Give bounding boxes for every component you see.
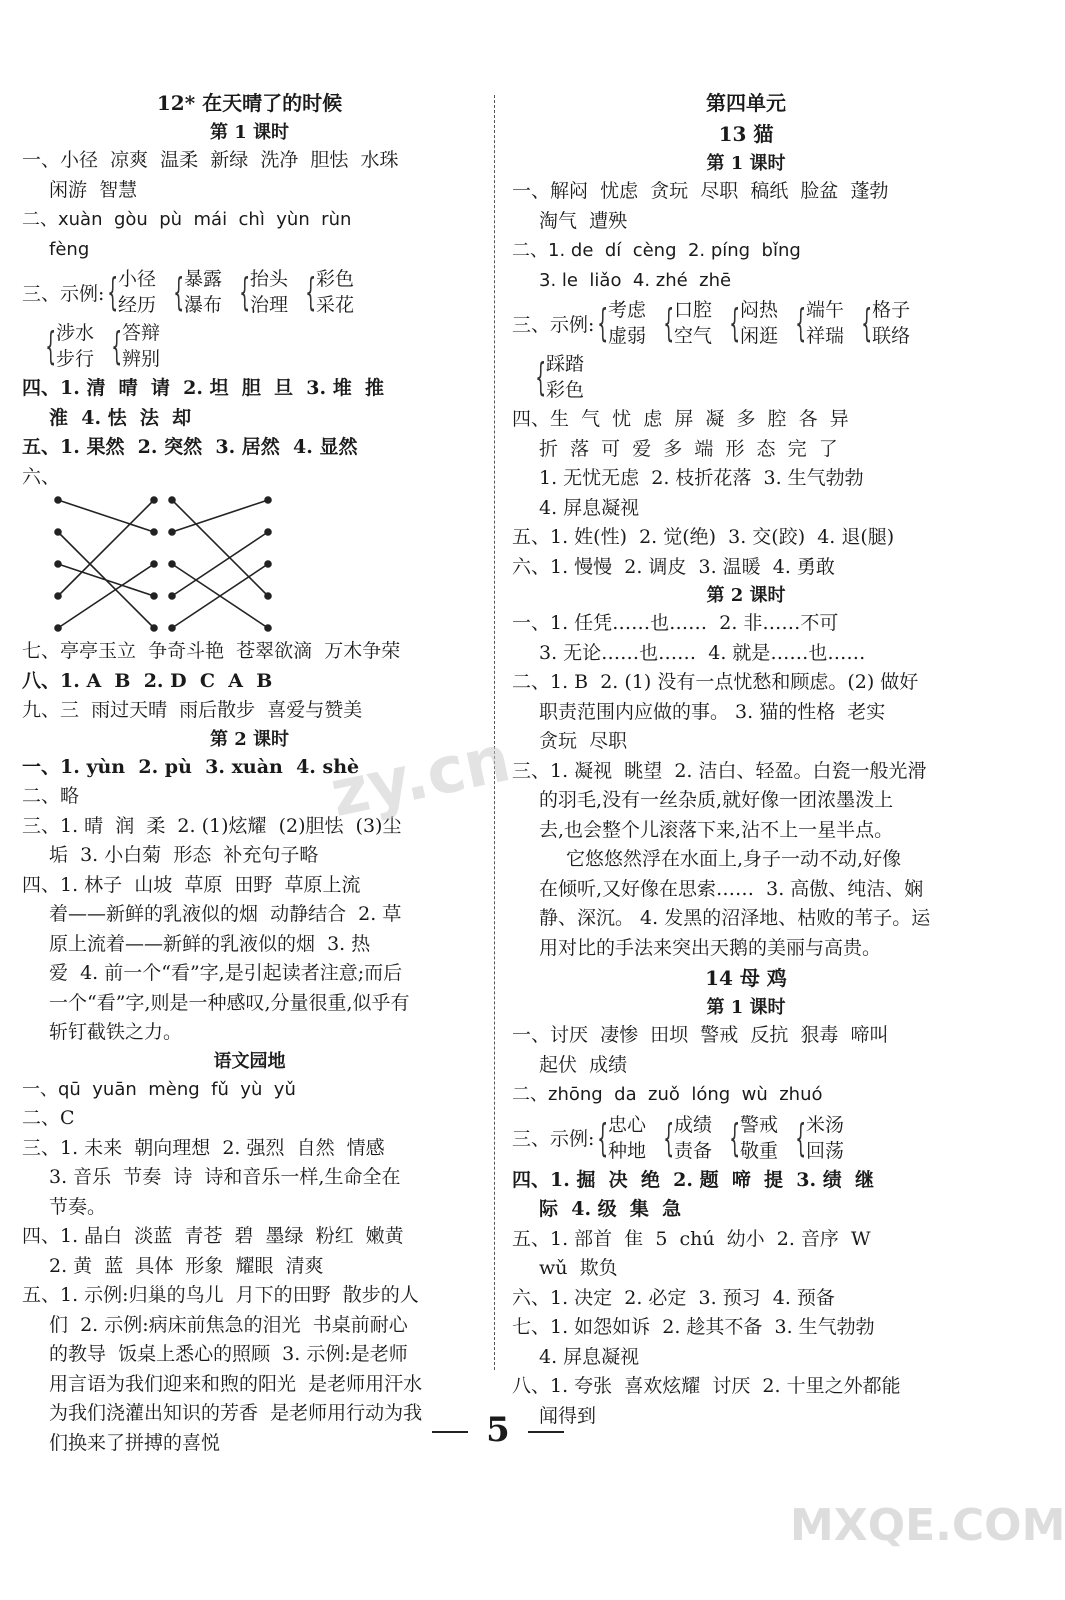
- answer-line: 斩钉截铁之力。: [49, 1021, 183, 1043]
- pair-word: 彩色: [546, 379, 585, 401]
- pair-word: 警戒: [740, 1113, 779, 1136]
- answer-line: 淘气 遭殃: [539, 209, 628, 232]
- word-pair: { 端午 祥瑞: [795, 299, 845, 347]
- lesson-14-title: 14 母 鸡: [705, 966, 787, 990]
- pair-word: 步行: [56, 348, 95, 370]
- pair-word: 闲逛: [740, 325, 779, 347]
- unit-title: 第四单元: [706, 91, 786, 115]
- answer-line: 原上流着——新鲜的乳液似的烟 3. 热: [49, 932, 371, 955]
- page-number: [0, 1410, 996, 1450]
- answer-line: 四、1. 掘 决 绝 2. 题 啼 提 3. 绩 继: [512, 1168, 874, 1191]
- pair-word: 空气: [674, 325, 713, 347]
- word-pair: { 警戒 敬重: [729, 1113, 779, 1162]
- pair-word: 小径: [118, 268, 157, 290]
- answer-line: 闻得到: [539, 1404, 597, 1427]
- answer-line: 一、1. 任凭……也…… 2. 非……不可: [512, 612, 839, 634]
- answer-line: 1. 无忧无虑 2. 枝折花落 3. 生气勃勃: [539, 467, 864, 489]
- lesson-14-period-1: 第 1 课时: [706, 997, 786, 1018]
- answer-line: 4. 屏息凝视: [539, 496, 640, 519]
- pair-word: 米汤: [806, 1113, 845, 1136]
- answer-line: 起伏 成绩: [539, 1053, 628, 1076]
- answer-line: 3. 无论……也…… 4. 就是……也……: [539, 641, 866, 664]
- answer-line: 二、C: [22, 1107, 75, 1129]
- answer-line: 3. le liǎo 4. zhé zhē: [539, 269, 732, 291]
- word-pair: { 彩色 采花: [305, 268, 355, 316]
- answer-line: 4. 屏息凝视: [539, 1345, 640, 1368]
- answer-line: 二、zhōng da zuǒ lóng wù zhuó: [512, 1084, 823, 1105]
- pair-word: 考虑: [608, 299, 647, 321]
- answer-line: 一个“看”字,则是一种感叹,分量很重,似乎有: [49, 991, 410, 1014]
- word-pair: { 闷热 闲逛: [729, 299, 779, 347]
- word-pair: { 小径 经历: [107, 268, 157, 316]
- pair-word: 回荡: [806, 1139, 845, 1162]
- pair-word: 成绩: [674, 1113, 713, 1136]
- answer-line: 一、1. yùn 2. pù 3. xuàn 4. shè: [22, 755, 360, 778]
- brace-group-row: [22, 320, 477, 372]
- answer-line: 3. 音乐 节奏 诗 诗和音乐一样,生命全在: [49, 1166, 401, 1188]
- brace-group-row: [512, 297, 980, 349]
- lesson-13-period-2: 第 2 课时: [706, 585, 786, 606]
- answer-line: 2. 黄 蓝 具体 形象 耀眼 清爽: [49, 1254, 324, 1277]
- answer-line: 折 落 可 爱 多 端 形 态 完 了: [539, 437, 838, 460]
- answer-line: 一、小径 凉爽 温柔 新绿 洗净 胆怯 水珠: [22, 149, 399, 171]
- answer-line: 淮 4. 怯 法 却: [49, 406, 192, 429]
- pair-word: 踩踏: [546, 353, 585, 375]
- brace-group-row: [512, 1112, 980, 1164]
- answer-line: 六、1. 决定 2. 必定 3. 预习 4. 预备: [512, 1286, 835, 1309]
- answer-line: 在倾听,又好像在思索…… 3. 高傲、纯洁、娴: [539, 877, 924, 900]
- brace-group-row: [22, 266, 477, 318]
- answer-line: 三、1. 凝视 眺望 2. 洁白、轻盈。白瓷一般光滑: [512, 759, 927, 782]
- answer-line: 五、1. 姓(性) 2. 觉(绝) 3. 交(跤) 4. 退(腿): [512, 526, 895, 548]
- answer-line: 四、1. 清 晴 请 2. 坦 胆 旦 3. 堆 推: [22, 377, 384, 399]
- answer-line: 二、xuàn gòu pù mái chì yùn rùn: [22, 209, 352, 230]
- answer-line: 四、1. 晶白 淡蓝 青苍 碧 墨绿 粉红 嫩黄: [22, 1225, 404, 1247]
- answer-line: 五、1. 部首 隹 5 chú 幼小 2. 音序 W: [512, 1227, 871, 1250]
- word-pair: { 米汤 回荡: [795, 1113, 845, 1162]
- answer-line: 一、qū yuān mèng fǔ yù yǔ: [22, 1078, 296, 1100]
- matching-lines: [22, 492, 462, 637]
- right-column: [512, 88, 980, 1431]
- answer-line: 为我们浇灌出知识的芳香 是老师用行动为我: [49, 1402, 423, 1424]
- pair-word: 敬重: [740, 1139, 779, 1162]
- answer-line: 际 4. 级 集 急: [539, 1198, 682, 1220]
- word-pair: { 格子 联络: [861, 299, 911, 347]
- pair-word: 经历: [118, 294, 157, 316]
- word-pair: { 暴露 瀑布: [173, 268, 223, 316]
- lesson-13-period-1: 第 1 课时: [706, 153, 786, 174]
- answer-line: 垢 3. 小白菊 形态 补充句子略: [49, 844, 319, 866]
- lesson-12-period-2: 第 2 课时: [209, 728, 290, 750]
- page-number-value: 5: [486, 1410, 510, 1450]
- answer-line: 八、1. 夸张 喜欢炫耀 讨厌 2. 十里之外都能: [512, 1375, 901, 1397]
- watermark-logo: zy.cn: [324, 722, 517, 832]
- pair-word: 彩色: [316, 268, 355, 290]
- pair-word: 忠心: [608, 1113, 647, 1136]
- pair-word: 口腔: [674, 299, 713, 321]
- pair-word: 联络: [872, 325, 911, 347]
- word-pair: { 答辩 辨别: [111, 322, 161, 370]
- page-number-dash-left: [432, 1431, 468, 1433]
- answer-line: 二、1. B 2. (1) 没有一点忧愁和顾虑。(2) 做好: [512, 671, 919, 693]
- pair-word: 闷热: [740, 299, 779, 321]
- pair-word: 抬头: [250, 268, 289, 290]
- lesson-13-title: 13 猫: [718, 122, 774, 146]
- answer-line: 五、1. 果然 2. 突然 3. 居然 4. 显然: [22, 436, 358, 458]
- chinese-garden-title: 语文园地: [213, 1050, 286, 1072]
- answer-line: 八、1. A B 2. D C A B: [22, 669, 273, 692]
- answer-line: 的教导 饭桌上悉心的照顾 3. 示例:是老师: [49, 1343, 408, 1365]
- word-pair: { 考虑 虚弱: [597, 299, 647, 347]
- answer-line: 七、1. 如怨如诉 2. 趁其不备 3. 生气勃勃: [512, 1316, 875, 1338]
- word-pair: { 成绩 责备: [663, 1113, 713, 1162]
- word-pair: { 踩踏 彩色: [535, 353, 585, 401]
- word-pair: { 忠心 种地: [597, 1113, 647, 1162]
- answer-line: 着——新鲜的乳液似的烟 动静结合 2. 草: [49, 903, 402, 925]
- pair-word: 祥瑞: [806, 325, 845, 347]
- answer-line: 三、1. 未来 朝向理想 2. 强烈 自然 情感: [22, 1136, 385, 1159]
- answer-line: 九、三 雨过天晴 雨后散步 喜爱与赞美: [22, 699, 363, 721]
- answer-line: 爱 4. 前一个“看”字,是引起读者注意;而后: [49, 962, 403, 984]
- pair-word: 端午: [806, 299, 845, 321]
- pair-word: 治理: [250, 294, 289, 316]
- lesson-12-period-1: 第 1 课时: [209, 122, 290, 143]
- pair-word: 辨别: [122, 348, 161, 370]
- answer-line: 节奏。: [49, 1195, 107, 1218]
- answer-line: 五、1. 示例:归巢的鸟儿 月下的田野 散步的人: [22, 1284, 419, 1306]
- answer-lead: 三、示例:: [512, 313, 595, 336]
- watermark-logo: MXQE.COM: [790, 1500, 1065, 1551]
- answer-line: 们 2. 示例:病床前焦急的泪光 书桌前耐心: [49, 1313, 408, 1336]
- answer-line: 职责范围内应做的事。 3. 猫的性格 老实: [539, 700, 886, 723]
- answer-line: 用言语为我们迎来和煦的阳光 是老师用汗水: [49, 1372, 423, 1395]
- answer-line: 四、生 气 忧 虑 屏 凝 多 腔 各 异: [512, 408, 849, 430]
- pair-word: 瀑布: [184, 294, 223, 316]
- pair-word: 责备: [674, 1139, 713, 1162]
- pair-word: 种地: [608, 1139, 647, 1162]
- lesson-12-title: 12* 在天晴了的时候: [156, 91, 343, 115]
- matching-lines-diagram: [22, 492, 462, 637]
- pair-word: 暴露: [184, 268, 223, 290]
- answer-lead: 三、示例:: [22, 282, 105, 305]
- answer-line: 四、1. 林子 山坡 草原 田野 草原上流: [22, 873, 361, 896]
- answer-line: 它悠悠然浮在水面上,身子一动不动,好像: [566, 848, 902, 870]
- brace-group-row: [512, 351, 980, 403]
- answer-line: 七、亭亭玉立 争奇斗艳 苍翠欲滴 万木争荣: [22, 640, 401, 662]
- answer-line: 一、解闷 忧虑 贪玩 尽职 稿纸 脸盆 蓬勃: [512, 180, 889, 202]
- answer-line: 的羽毛,没有一丝杂质,就好像一团浓墨泼上: [539, 789, 894, 811]
- answer-line: 二、1. de dí cèng 2. píng bǐng: [512, 240, 801, 261]
- answer-line: 们换来了拼搏的喜悦: [49, 1431, 221, 1454]
- answer-line: 闲游 智慧: [49, 178, 138, 201]
- word-pair: { 抬头 治理: [239, 268, 289, 316]
- answer-line: 用对比的手法来突出天鹅的美丽与高贵。: [539, 936, 882, 959]
- answer-line: 静、深沉。 4. 发黑的沼泽地、枯败的苇子。运: [539, 907, 931, 929]
- word-pair: { 口腔 空气: [663, 299, 713, 347]
- answer-line: 贪玩 尽职: [539, 730, 628, 752]
- answer-line: wǔ 欺负: [539, 1257, 618, 1279]
- pair-word: 采花: [316, 294, 355, 316]
- answer-lead: 三、示例:: [512, 1128, 595, 1150]
- answer-line: 三、1. 晴 润 柔 2. (1)炫耀 (2)胆怯 (3)尘: [22, 814, 402, 837]
- pair-word: 虚弱: [608, 325, 647, 347]
- page-number-dash-right: [528, 1431, 564, 1433]
- answer-line: 六、: [22, 465, 61, 488]
- word-pair: { 涉水 步行: [45, 322, 95, 370]
- answer-line: 去,也会整个儿滚落下来,沾不上一星半点。: [539, 818, 894, 841]
- pair-word: 答辩: [122, 322, 161, 344]
- pair-word: 格子: [872, 299, 911, 321]
- answer-line: fèng: [49, 238, 90, 260]
- answer-line: 二、略: [22, 785, 80, 807]
- answer-line: 六、1. 慢慢 2. 调皮 3. 温暖 4. 勇敢: [512, 555, 835, 578]
- answer-line: 一、讨厌 凄惨 田坝 警戒 反抗 狠毒 啼叫: [512, 1024, 889, 1046]
- pair-word: 涉水: [56, 322, 95, 344]
